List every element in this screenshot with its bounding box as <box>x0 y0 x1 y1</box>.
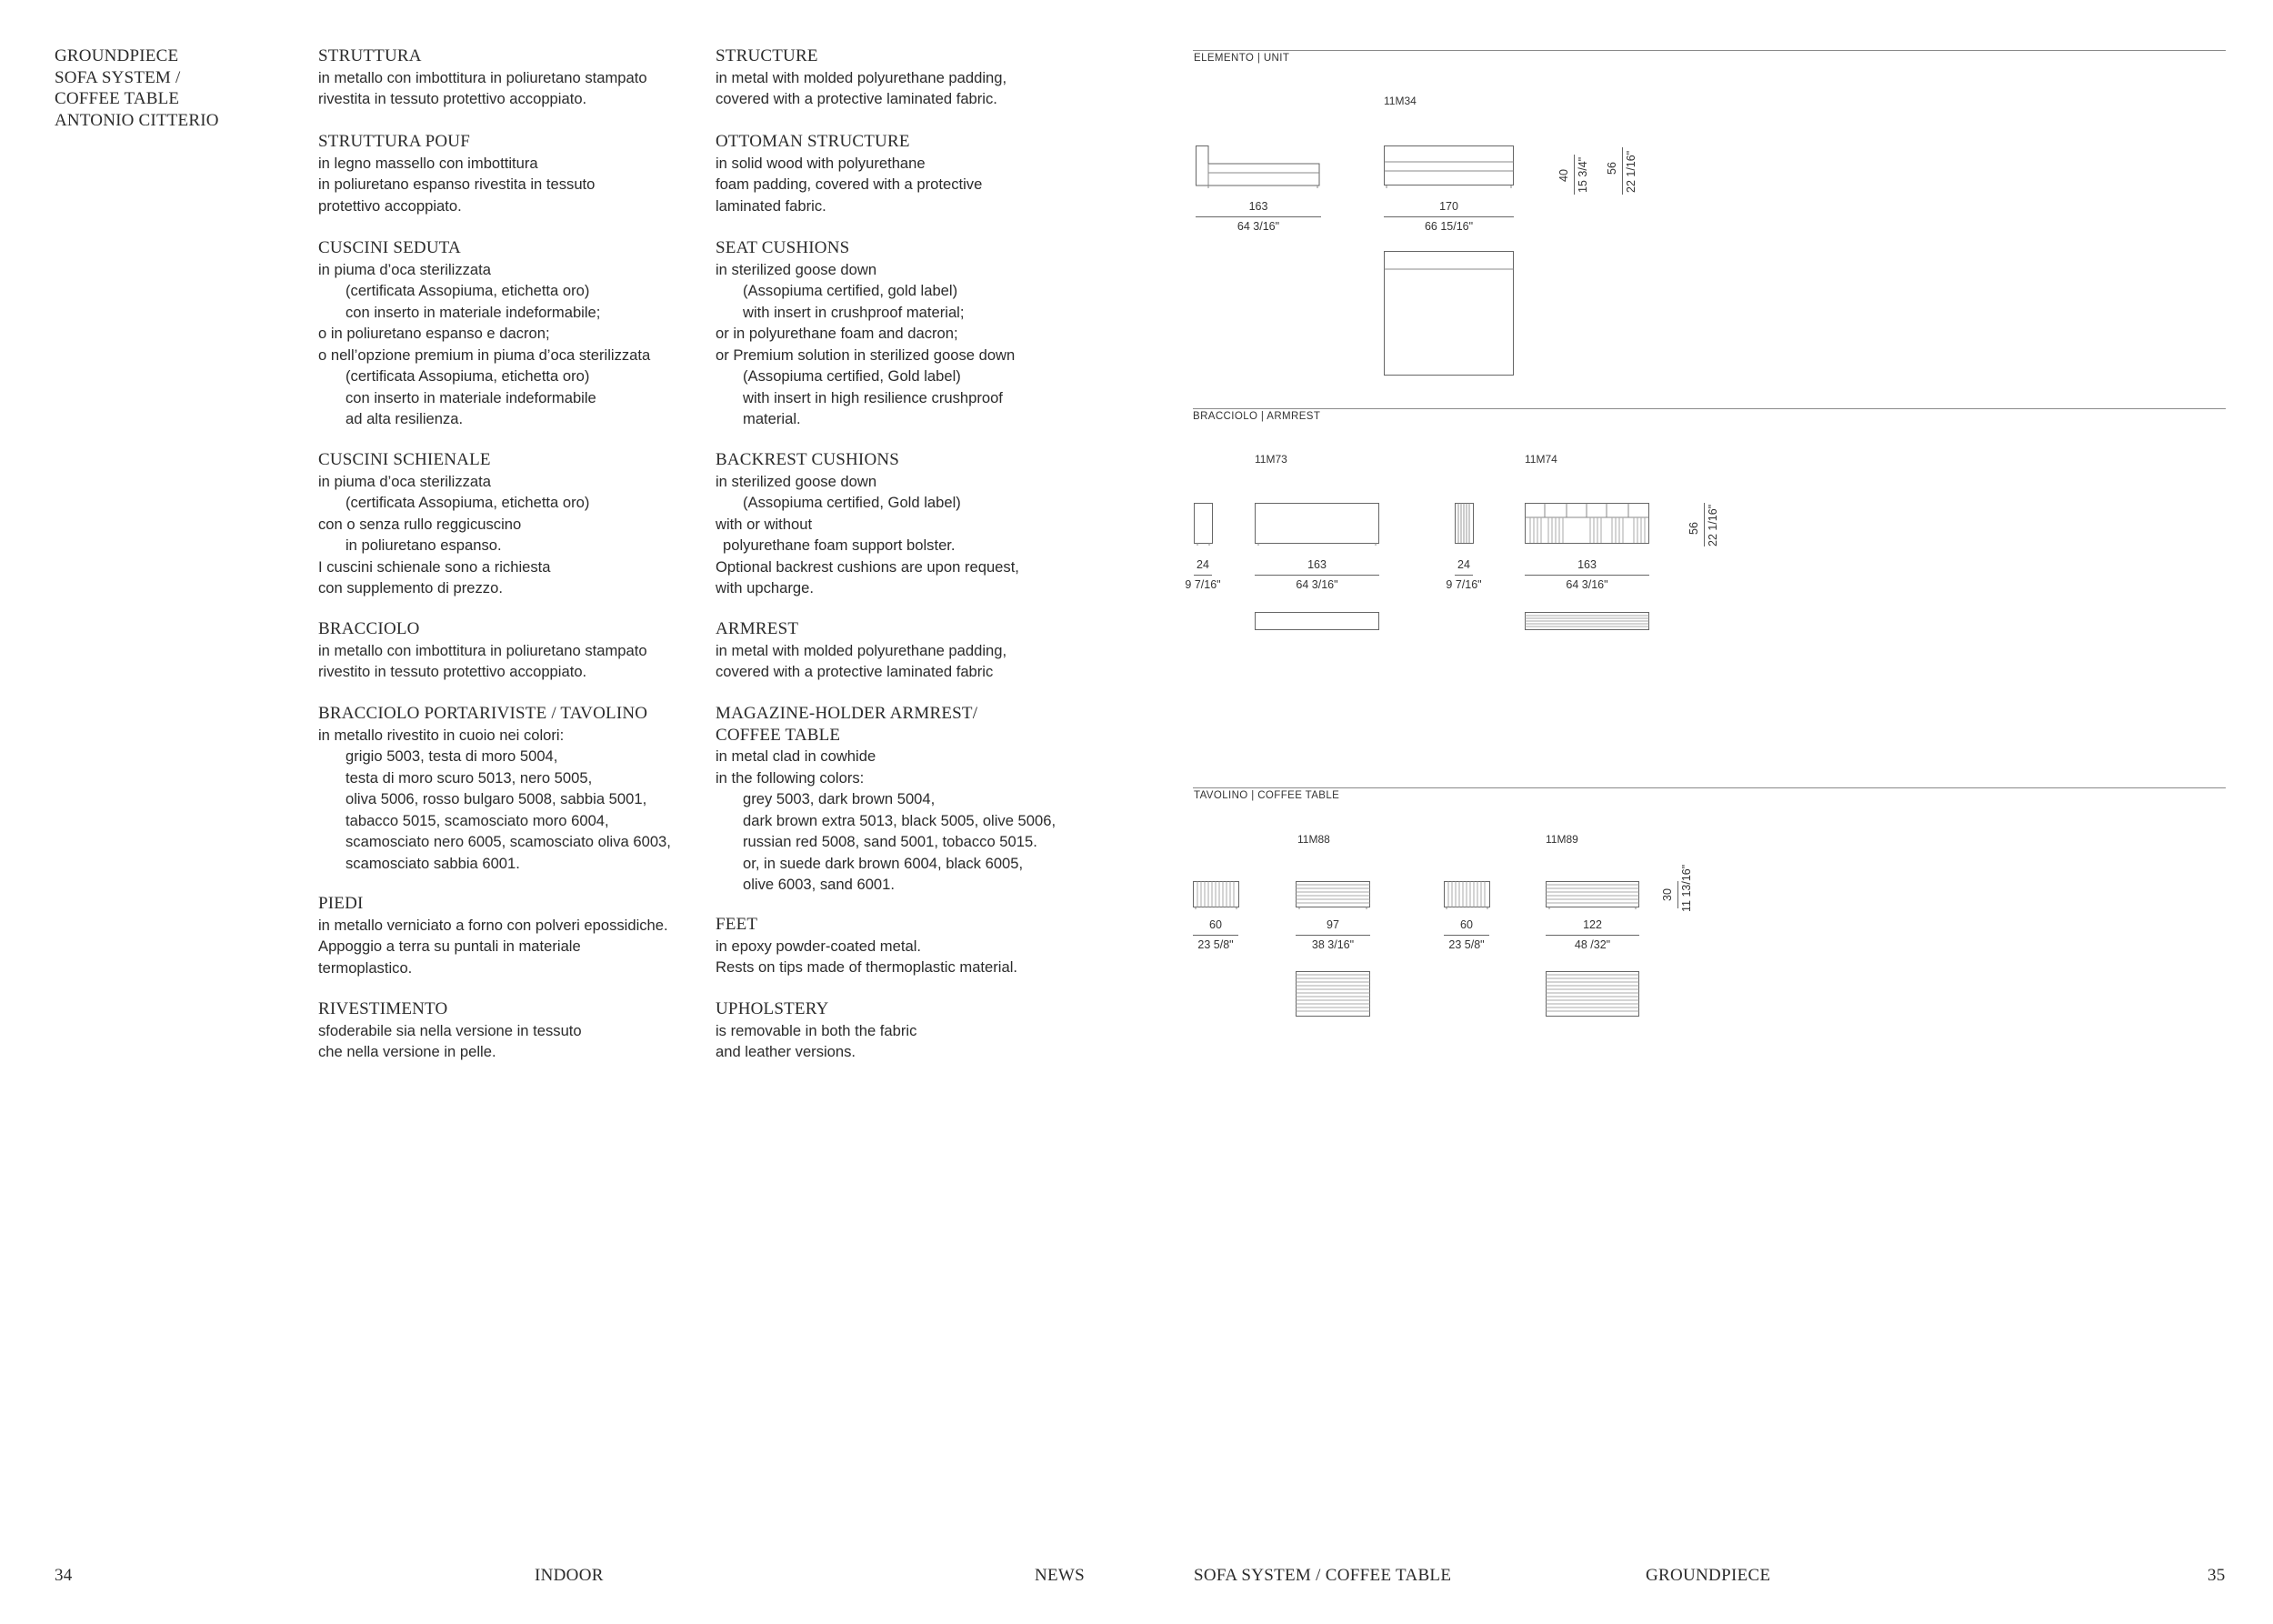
footer-section: SOFA SYSTEM / COFFEE TABLE <box>1194 1566 1452 1585</box>
section-text: in sterilized goose down <box>716 472 877 490</box>
section-heading: COFFEE TABLE <box>716 725 841 745</box>
section-heading: STRUTTURA POUF <box>318 132 470 151</box>
armrest-11m74-length-cm: 163 <box>1577 558 1597 571</box>
armrest-height-in: 22 1/16" <box>1707 504 1719 546</box>
unit-width-line <box>1196 216 1321 217</box>
en-armrest-section <box>716 618 1134 683</box>
it-backrest-section <box>318 449 736 599</box>
armrest-height-line <box>1704 503 1705 546</box>
en-feet-section <box>716 914 1134 978</box>
product-title-line: ANTONIO CITTERIO <box>55 110 219 130</box>
section-heading: OTTOMAN STRUCTURE <box>716 132 910 151</box>
table-11m89-top-drawing <box>1546 971 1642 1018</box>
it-upholstery-section <box>318 998 736 1063</box>
unit-total-height-cm: 56 <box>1606 162 1618 175</box>
table-11m89-length-line <box>1546 935 1639 936</box>
section-text: in poliuretano espanso. <box>345 536 502 554</box>
armrest-11m74-length-line <box>1525 575 1649 576</box>
table-11m88-front-drawing <box>1296 881 1373 912</box>
section-heading: SEAT CUSHIONS <box>716 238 850 257</box>
section-text: in piuma d’oca sterilizzata <box>318 472 491 490</box>
section-heading: STRUTTURA <box>318 46 422 65</box>
section-text: and leather versions. <box>716 1043 856 1060</box>
section-text: in metallo con imbottitura in poliuretano stampato <box>318 68 647 86</box>
product-title-line: SOFA SYSTEM / <box>55 67 181 87</box>
section-text: in metal with molded polyurethane padding, <box>716 68 1007 86</box>
unit-depth-line <box>1384 216 1514 217</box>
section-text: (Assopiuma certified, Gold label) <box>743 494 961 511</box>
unit-code: 11M34 <box>1384 95 1417 107</box>
section-text: in metallo verniciato a forno con polveri epossidiche. <box>318 916 668 934</box>
section-text: I cuscini schienale sono a richiesta <box>318 557 551 576</box>
footer-indoor: INDOOR <box>535 1566 604 1585</box>
table-11m88-length-line <box>1296 935 1370 936</box>
unit-section-rule <box>1193 50 2226 51</box>
section-heading: BACKREST CUSHIONS <box>716 450 900 469</box>
en-upholstery-section <box>716 998 1134 1063</box>
section-text: or Premium solution in sterilized goose down <box>716 346 1016 364</box>
section-text: (Assopiuma certified, gold label) <box>743 282 958 299</box>
section-text: in piuma d’oca sterilizzata <box>318 260 491 278</box>
section-text: in metal clad in cowhide <box>716 747 876 765</box>
unit-width-in: 64 3/16" <box>1237 220 1280 233</box>
section-text: or in polyurethane foam and dacron; <box>716 325 958 342</box>
section-text: with insert in crushproof material; <box>743 303 965 321</box>
it-armrest-section <box>318 618 736 683</box>
section-text: foam padding, covered with a protective <box>716 175 983 193</box>
armrest-code-2: 11M74 <box>1525 453 1557 466</box>
en-ottoman-section <box>716 131 1134 216</box>
unit-seat-height-in: 15 3/4" <box>1577 156 1589 193</box>
section-text: che nella versione in pelle. <box>318 1043 496 1060</box>
section-text: in metallo con imbottitura in poliuretano stampato <box>318 641 647 659</box>
it-seat-section <box>318 237 736 430</box>
table-11m88-top-drawing <box>1296 971 1373 1018</box>
armrest-11m73-side-drawing <box>1194 503 1216 548</box>
section-heading: BRACCIOLO PORTARIVISTE / TAVOLINO <box>318 704 648 723</box>
section-text: in legno massello con imbottitura <box>318 154 538 172</box>
section-text: Appoggio a terra su puntali in materiale <box>318 937 581 955</box>
armrest-11m73-length-in: 64 3/16" <box>1296 578 1338 591</box>
unit-top-view-drawing <box>1384 251 1516 376</box>
table-11m89-length-cm: 122 <box>1583 918 1602 931</box>
section-text: in poliuretano espanso rivestita in tessuto <box>318 175 596 193</box>
unit-depth-in: 66 15/16" <box>1424 220 1474 233</box>
armrest-11m73-front-drawing <box>1255 503 1382 548</box>
armrest-11m74-front-drawing <box>1525 503 1652 548</box>
section-text: Optional backrest cushions are upon request, <box>716 557 1019 576</box>
table-11m89-width-in: 23 5/8" <box>1448 938 1485 951</box>
section-text: (certificata Assopiuma, etichetta oro) <box>345 367 590 385</box>
section-text: polyurethane foam support bolster. <box>723 536 956 554</box>
en-seat-section <box>716 237 1134 430</box>
table-11m88-side-drawing <box>1193 881 1243 912</box>
unit-total-height-line <box>1622 147 1623 195</box>
section-text: oliva 5006, rosso bulgaro 5008, sabbia 5001, <box>345 790 647 807</box>
section-text: scamosciato sabbia 6001. <box>345 854 520 872</box>
armrest-11m74-width-in: 9 7/16" <box>1446 578 1482 591</box>
armrest-11m73-width-cm: 24 <box>1197 558 1209 571</box>
section-text: covered with a protective laminated fabric. <box>716 90 997 107</box>
section-text: tabacco 5015, scamosciato moro 6004, <box>345 811 609 829</box>
armrest-11m73-top-drawing <box>1255 612 1382 632</box>
table-11m88-length-cm: 97 <box>1327 918 1339 931</box>
product-title-line: COFFEE TABLE <box>55 89 180 108</box>
table-11m89-width-line <box>1444 935 1489 936</box>
armrest-section-rule <box>1193 408 2226 409</box>
section-text: (Assopiuma certified, Gold label) <box>743 367 961 385</box>
table-height-line <box>1677 881 1678 908</box>
section-heading: CUSCINI SEDUTA <box>318 238 461 257</box>
section-text: rivestita in tessuto protettivo accoppiato. <box>318 90 587 107</box>
table-11m89-front-drawing <box>1546 881 1642 912</box>
section-text: con inserto in materiale indeformabile; <box>345 303 601 321</box>
section-text: with or without <box>716 515 813 533</box>
footer-news: NEWS <box>1035 1566 1086 1585</box>
unit-total-height-in: 22 1/16" <box>1625 150 1637 193</box>
unit-side-view-drawing <box>1196 145 1323 191</box>
section-heading: CUSCINI SCHIENALE <box>318 450 491 469</box>
unit-front-view-drawing <box>1384 145 1516 191</box>
section-text: grey 5003, dark brown 5004, <box>743 790 936 807</box>
armrest-11m73-width-in: 9 7/16" <box>1185 578 1221 591</box>
section-heading: STRUCTURE <box>716 46 818 65</box>
unit-depth-cm: 170 <box>1439 200 1458 213</box>
section-text: in solid wood with polyurethane <box>716 154 926 172</box>
table-category-label: TAVOLINO | COFFEE TABLE <box>1194 790 1340 801</box>
section-text: sfoderabile sia nella versione in tessuto <box>318 1021 582 1039</box>
section-heading: FEET <box>716 915 758 934</box>
table-code-1: 11M88 <box>1297 833 1330 846</box>
product-title-line: GROUNDPIECE <box>55 46 179 65</box>
armrest-11m74-top-drawing <box>1525 612 1652 632</box>
armrest-11m74-width-line <box>1455 575 1473 576</box>
it-structure-section <box>318 45 736 110</box>
section-text: termoplastico. <box>318 958 413 977</box>
section-text: olive 6003, sand 6001. <box>743 876 895 893</box>
unit-seat-height-cm: 40 <box>1557 169 1570 182</box>
en-structure-section <box>716 45 1134 110</box>
section-text: with insert in high resilience crushproof <box>743 388 1003 406</box>
section-text: Rests on tips made of thermoplastic material. <box>716 958 1018 976</box>
it-pouf-section <box>318 131 736 216</box>
section-text: in the following colors: <box>716 768 865 787</box>
section-text: russian red 5008, sand 5001, tobacco 5015. <box>743 833 1037 850</box>
left-page-number: 34 <box>55 1566 73 1585</box>
section-text: scamosciato nero 6005, scamosciato oliva 6003, <box>345 833 671 850</box>
section-text: covered with a protective laminated fabric <box>716 663 994 680</box>
armrest-11m74-width-cm: 24 <box>1457 558 1470 571</box>
section-heading: BRACCIOLO <box>318 619 420 638</box>
armrest-11m73-length-line <box>1255 575 1379 576</box>
section-text: is removable in both the fabric <box>716 1021 917 1039</box>
it-magazine-section <box>318 703 736 874</box>
section-text: con inserto in materiale indeformabile <box>345 388 596 406</box>
table-11m89-side-drawing <box>1444 881 1494 912</box>
section-text: in sterilized goose down <box>716 260 877 278</box>
table-height-cm: 30 <box>1661 888 1674 901</box>
armrest-height-cm: 56 <box>1687 522 1700 535</box>
section-text: dark brown extra 5013, black 5005, olive 5006, <box>743 811 1056 829</box>
en-backrest-section <box>716 449 1134 599</box>
section-text: (certificata Assopiuma, etichetta oro) <box>345 282 590 299</box>
armrest-11m74-side-drawing <box>1455 503 1477 548</box>
unit-category-label: ELEMENTO | UNIT <box>1194 53 1290 64</box>
product-title <box>55 45 219 131</box>
unit-width-cm: 163 <box>1248 200 1268 213</box>
section-heading: UPHOLSTERY <box>716 999 829 1018</box>
table-11m88-width-line <box>1193 935 1238 936</box>
unit-seat-height-line <box>1574 155 1575 195</box>
section-text: with upcharge. <box>716 579 814 596</box>
armrest-11m73-length-cm: 163 <box>1307 558 1327 571</box>
section-text: grigio 5003, testa di moro 5004, <box>345 747 558 765</box>
table-11m89-length-in: 48 /32" <box>1574 938 1611 951</box>
right-page-number: 35 <box>2208 1566 2226 1585</box>
section-text: in metal with molded polyurethane padding, <box>716 641 1007 659</box>
section-text: ad alta resilienza. <box>345 410 464 427</box>
table-11m88-width-cm: 60 <box>1209 918 1222 931</box>
armrest-code-1: 11M73 <box>1255 453 1287 466</box>
section-heading: MAGAZINE-HOLDER ARMREST/ <box>716 704 978 723</box>
section-text: o in poliuretano espanso e dacron; <box>318 325 550 342</box>
table-11m88-length-in: 38 3/16" <box>1311 938 1355 951</box>
it-feet-section <box>318 893 736 978</box>
table-11m89-width-cm: 60 <box>1460 918 1473 931</box>
section-text: (certificata Assopiuma, etichetta oro) <box>345 494 590 511</box>
section-text: con o senza rullo reggicuscino <box>318 515 522 533</box>
table-code-2: 11M89 <box>1546 833 1578 846</box>
section-text: laminated fabric. <box>716 196 826 215</box>
table-11m88-width-in: 23 5/8" <box>1197 938 1234 951</box>
armrest-11m73-width-line <box>1194 575 1212 576</box>
en-magazine-section <box>716 703 1134 896</box>
section-text: o nell’opzione premium in piuma d’oca sterilizzata <box>318 346 651 364</box>
section-text: protettivo accoppiato. <box>318 196 462 215</box>
section-text: in epoxy powder-coated metal. <box>716 937 921 955</box>
section-text: con supplemento di prezzo. <box>318 579 503 596</box>
section-heading: ARMREST <box>716 619 799 638</box>
section-text: testa di moro scuro 5013, nero 5005, <box>345 768 593 787</box>
section-heading: PIEDI <box>318 894 364 913</box>
section-text: material. <box>743 410 801 427</box>
armrest-11m74-length-in: 64 3/16" <box>1566 578 1608 591</box>
armrest-category-label: BRACCIOLO | ARMREST <box>1193 411 1321 422</box>
section-text: rivestito in tessuto protettivo accoppiato. <box>318 663 587 680</box>
section-text: or, in suede dark brown 6004, black 6005, <box>743 854 1024 872</box>
section-text: in metallo rivestito in cuoio nei colori: <box>318 726 565 744</box>
footer-groundpiece: GROUNDPIECE <box>1646 1566 1771 1585</box>
table-height-in: 11 13/16" <box>1680 864 1693 912</box>
table-section-rule <box>1193 787 2226 788</box>
section-heading: RIVESTIMENTO <box>318 999 448 1018</box>
